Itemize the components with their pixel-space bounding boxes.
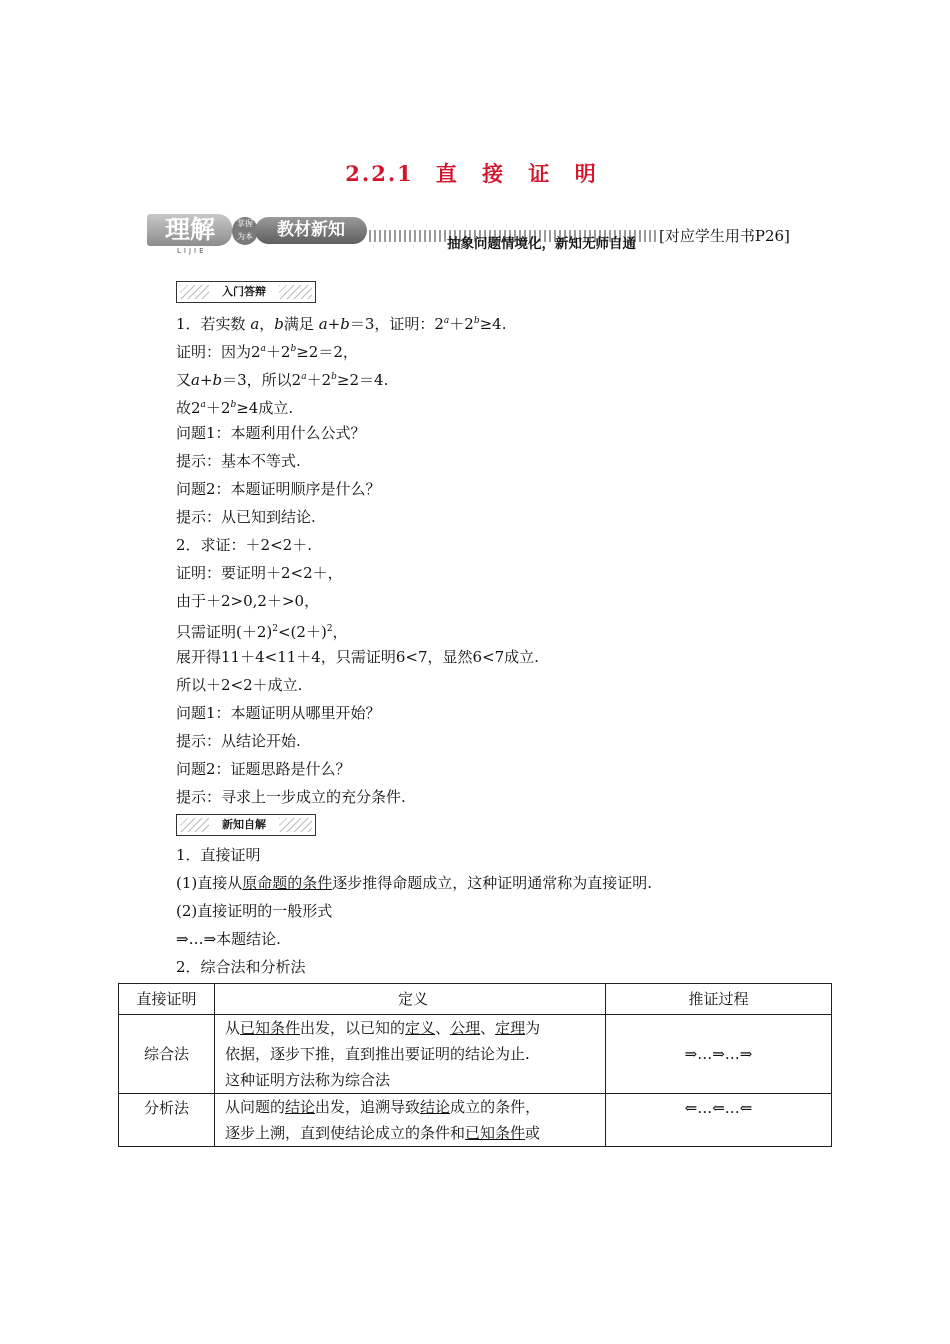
- banner-badge-main: 理解: [147, 214, 232, 246]
- table-header-row: [119, 984, 832, 1015]
- question: 问题2：本题证明顺序是什么？: [176, 480, 381, 498]
- banner-subtitle: LIJIE: [177, 247, 207, 255]
- proof-line: 只需证明$(+2)^2<(2+)^2$，: [176, 623, 348, 641]
- hint: 提示：基本不等式.: [176, 452, 301, 470]
- page-title: [0, 158, 950, 188]
- knowledge-text: (1)直接从原命题的条件逐步推得命题成立，这种证明通常称为直接证明.: [176, 874, 653, 892]
- knowledge-text: (2)直接证明的一般形式: [176, 902, 333, 920]
- method-definition: 从已知条件出发，以已知的定义、公理、定理为 依据，逐步下推，直到推出要证明的结论为止. 这种证明方法称为综合法: [215, 1015, 606, 1094]
- question: 问题1：本题证明从哪里开始？: [176, 704, 381, 722]
- banner-badge-small: 掌握 为本: [232, 217, 258, 245]
- knowledge-text: ⇒…⇒本题结论.: [176, 930, 281, 948]
- question: 问题1：本题利用什么公式？: [176, 424, 366, 442]
- proof-line: 展开得11＋4<11＋4，只需证明6<7，显然6<7成立.: [176, 648, 539, 666]
- section-label-box: [176, 281, 316, 303]
- knowledge-heading: 2．综合法和分析法: [176, 958, 306, 976]
- banner-slogan: 抽象问题情境化，新知无师自通: [447, 236, 636, 252]
- banner-reference: [对应学生用书P26]: [659, 227, 790, 245]
- section-label: 新知自解: [209, 817, 279, 832]
- method-name: 综合法: [119, 1015, 215, 1094]
- question: 问题2：证题思路是什么？: [176, 760, 351, 778]
- hint: 提示：从已知到结论.: [176, 508, 316, 526]
- table-header: 定义: [215, 984, 606, 1015]
- proof-line: 所以＋2<2＋成立.: [176, 676, 303, 694]
- table-header: 推证过程: [606, 984, 832, 1015]
- method-process: ⇐…⇐…⇐: [606, 1094, 832, 1147]
- section-number: 2.2.1: [345, 161, 414, 186]
- table-row: [119, 1094, 832, 1147]
- problem-2: 2．求证：＋2<2＋.: [176, 536, 312, 554]
- methods-table: [118, 983, 832, 1147]
- hint: 提示：从结论开始.: [176, 732, 301, 750]
- problem-1: 1．若实数 a，b满足 a+b＝3，证明：$2^a+2^b\ge 4$.: [176, 315, 507, 333]
- knowledge-heading: 1．直接证明: [176, 846, 261, 864]
- method-name: 分析法: [119, 1094, 215, 1147]
- proof-line: 由于＋2>0,2＋>0，: [176, 592, 320, 610]
- proof-line: 证明：因为$2^a+2^b\ge 2=2$，: [176, 343, 358, 361]
- method-process: ⇒…⇒…⇒: [606, 1015, 832, 1094]
- table-row: [119, 1015, 832, 1094]
- section-label-box: [176, 814, 316, 836]
- section-banner: [147, 214, 832, 258]
- proof-line: 证明：要证明＋2<2＋，: [176, 564, 343, 582]
- banner-badge-second: 教材新知: [255, 217, 367, 244]
- proof-line: 故$2^a+2^b\ge 4$成立.: [176, 399, 294, 417]
- table-header: 直接证明: [119, 984, 215, 1015]
- hint: 提示：寻求上一步成立的充分条件.: [176, 788, 406, 806]
- section-label: 入门答辩: [209, 284, 279, 299]
- proof-line: 又a+b＝3，所以$2^a+2^b\ge 2=4$.: [176, 371, 389, 389]
- section-title: 直 接 证 明: [435, 161, 605, 186]
- method-definition: 从问题的结论出发，追溯导致结论成立的条件， 逐步上溯，直到使结论成立的条件和已知条件或: [215, 1094, 606, 1147]
